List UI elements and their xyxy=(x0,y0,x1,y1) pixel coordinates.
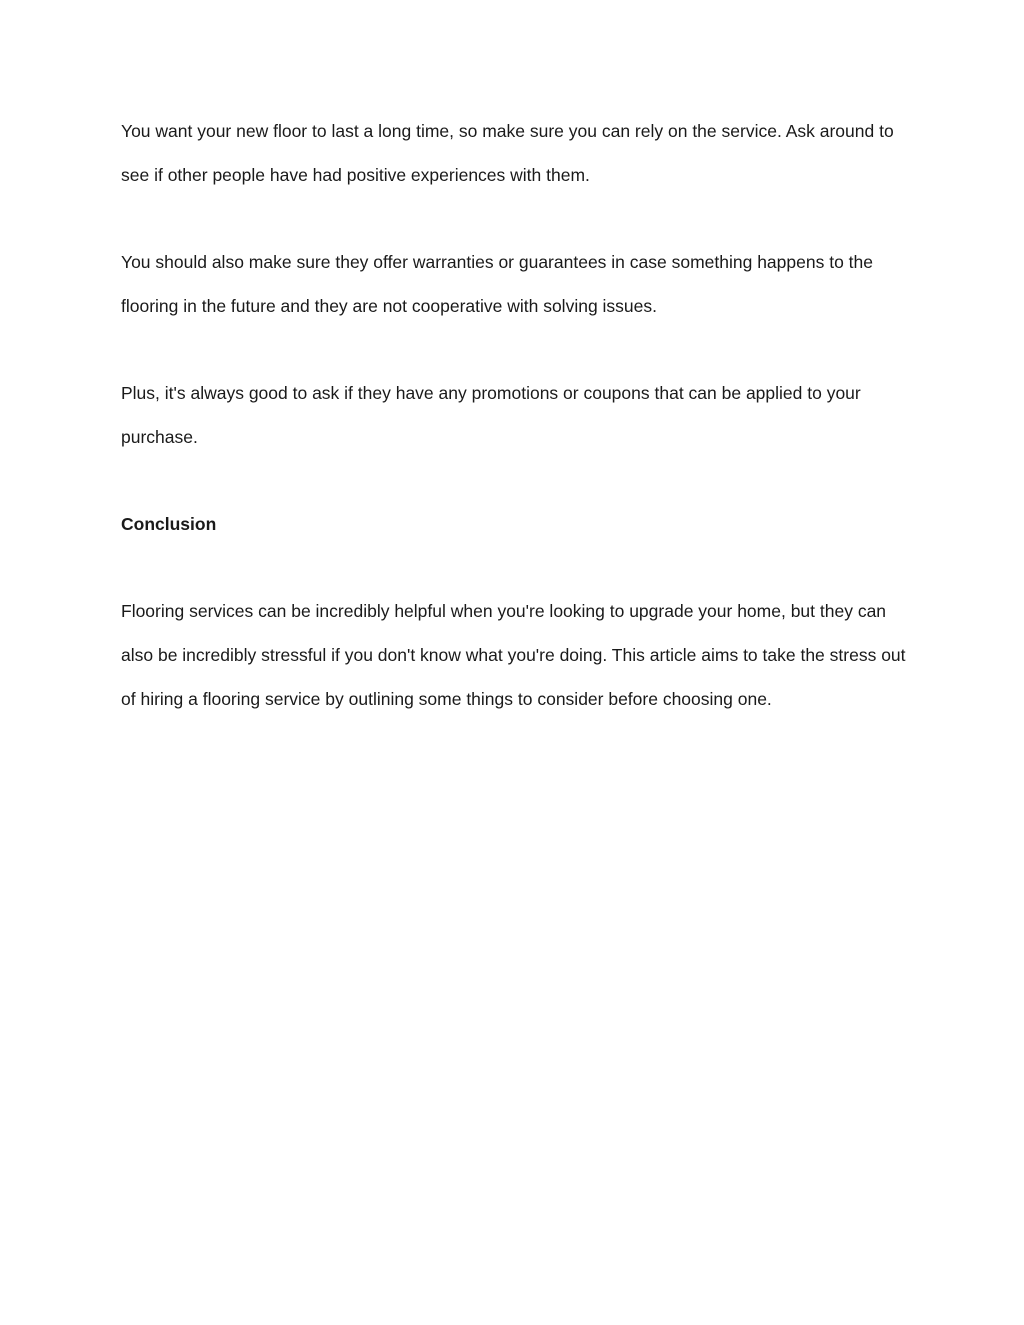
paragraph-conclusion: Flooring services can be incredibly helpful when you're looking to upgrade your home, but they can also be incredibly stressful if you don't know what you're doing. This article aims to take the stress out of hiring a flooring service by outlining some things to consider before choosing one. xyxy=(121,601,906,709)
paragraph-promotions: Plus, it's always good to ask if they have any promotions or coupons that can be applied to your purchase. xyxy=(121,383,861,447)
document-body xyxy=(121,109,911,764)
conclusion-heading: Conclusion xyxy=(121,514,217,534)
paragraph-warranties: You should also make sure they offer warranties or guarantees in case something happens to the flooring in the future and they are not cooperative with solving issues. xyxy=(121,252,873,316)
paragraph-reliability: You want your new floor to last a long time, so make sure you can rely on the service. Ask around to see if other people have had positive experiences with them. xyxy=(121,121,894,185)
